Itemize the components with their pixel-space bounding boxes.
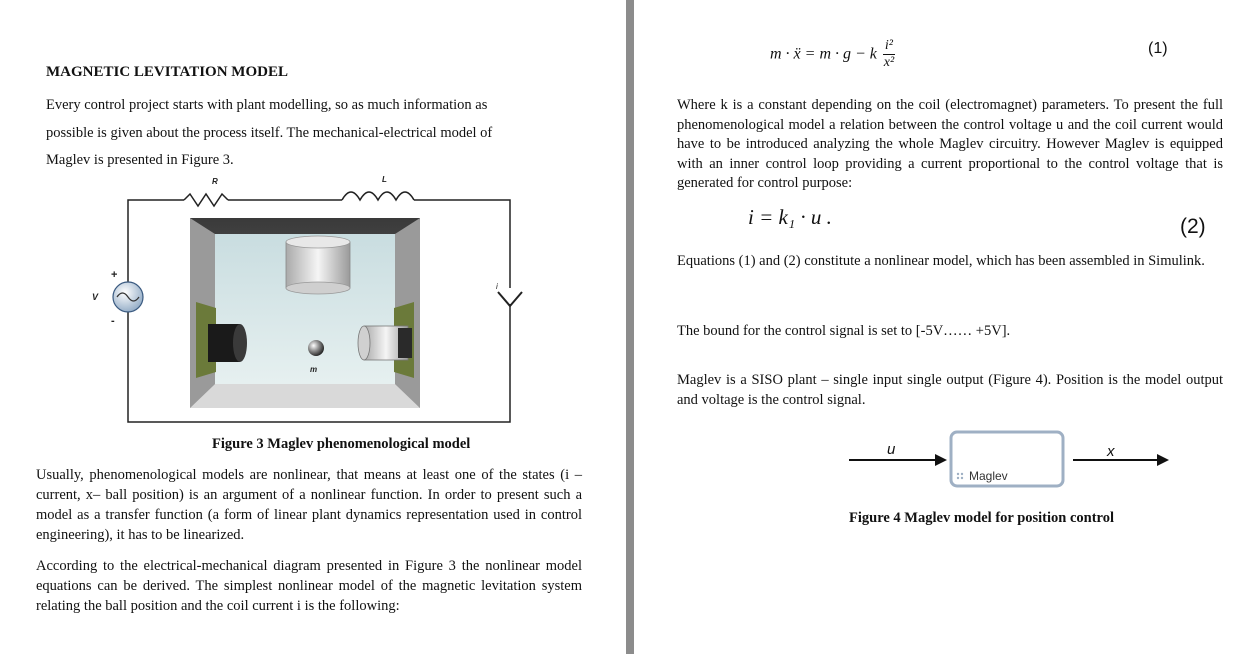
maglev-block-diagram [845,428,1175,492]
section-title: MAGNETIC LEVITATION MODEL [46,64,288,80]
equation-1-lhs: m · ẍ = m · g − k [770,45,877,63]
inductor-label: L [382,175,387,184]
output-label: x [1107,443,1115,460]
paragraph-bounds: The bound for the control signal is set to [-5V…… +5V]. [677,323,1011,339]
equation-1-denominator: x² [883,55,895,70]
maglev-circuit-figure [80,172,550,428]
voltage-label: V [92,292,99,302]
paragraph-simulink: Equations (1) and (2) constitute a nonlinear model, which has been assembled in Simulink. [677,253,1205,269]
paragraph-nonlinear: Usually, phenomenological models are nonlinear, that means at least one of the states (i – current, x– ball position) is an argument of a nonlinear function. In order to present such a model as a transfer function (a form of linear plant dynamics representation used in control engineering), it has to be linearized. [36,467,582,543]
input-arrowhead-icon [935,454,947,466]
equation-1-number: (1) [1148,40,1168,57]
output-arrowhead-icon [1157,454,1169,466]
figure4-caption: Figure 4 Maglev model for position control [849,510,1115,526]
emitter-icon [208,324,247,362]
detector-icon [358,326,412,360]
maglev-block-label: Maglev [969,469,1008,483]
intro-paragraph: Every control project starts with plant modelling, so as much information as possible is given about the process itself. The mechanical-electrical model of Maglev is presented in Figure 3. [46,97,493,168]
electromagnet-icon [286,236,350,294]
current-arrow-icon [498,292,522,306]
ball-icon [308,340,324,356]
input-label: u [887,441,896,458]
plus-label: + [111,269,118,281]
equation-2-number: (2) [1180,215,1206,238]
equation-1-numerator: i² [884,38,893,53]
mass-label: m [310,365,318,374]
equation-1 [770,38,895,71]
page-divider [626,0,634,654]
figure3-caption: Figure 3 Maglev phenomenological model [212,436,471,452]
paragraph-model-derivation: According to the electrical-mechanical diagram presented in Figure 3 the nonlinear model equations can be derived. The simplest nonlinear model of the magnetic levitation system relating the ball position and the coil current i is the following: [36,558,582,614]
paragraph-siso: Maglev is a SISO plant – single input single output (Figure 4). Position is the model output and voltage is the control signal. [677,372,1223,408]
resistor-label: R [212,177,218,186]
maglev-scene [190,218,420,408]
paragraph-constant-k: Where k is a constant depending on the coil (electromagnet) parameters. To present the full phenomenological model a relation between the control voltage u and the coil current would have to be introduced analyzing the whole Maglev circuitry. However Maglev is equipped with an inner control loop providing a current proportional to the control voltage that is generated for control purpose: [677,97,1223,191]
minus-label: - [111,315,115,327]
current-label: i [496,282,498,291]
equation-2: i = k₁ · u . [748,205,832,229]
